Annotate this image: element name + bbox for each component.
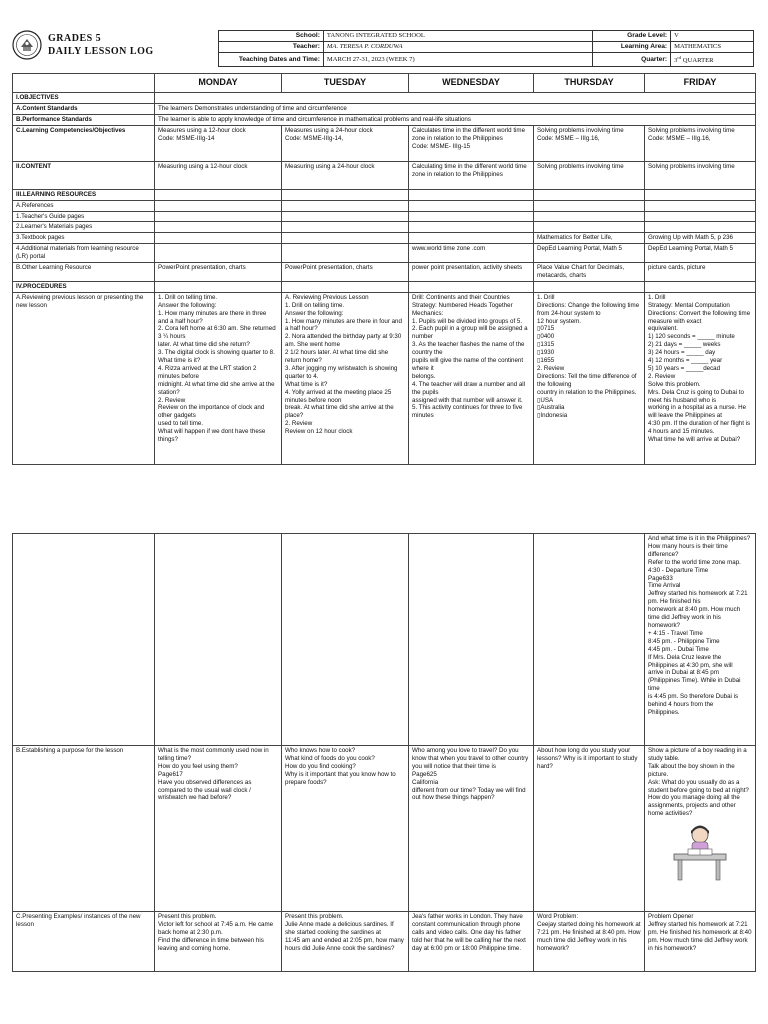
purpose-wednesday: Who among you love to travel? Do you know that when you travel to other country you will notice that their time is Page625 California different from our time? Today we will find out how these things happen? (409, 746, 534, 912)
examples-tuesday: Present this problem. Julie Anne made a delicious sardines. If she started cooking the sardines at 11:45 am and ended at 2:05 pm, how many hours did Julie Anne cook the sardines? (282, 912, 409, 972)
lm-blank-1 (155, 222, 282, 233)
day-wednesday: WEDNESDAY (409, 74, 534, 93)
other-resources-friday: picture cards, picture (645, 263, 756, 282)
quarter-value (671, 53, 754, 67)
content-monday: Measuring using a 12-hour clock (155, 161, 282, 189)
grade-label: Grade Level: (593, 31, 671, 42)
dates-label: Teaching Dates and Time: (219, 53, 324, 67)
school-value: TANONG INTEGRATED SCHOOL (323, 31, 592, 42)
girl-at-study-table-illustration (670, 822, 730, 882)
lesson-table-part-1 (12, 73, 756, 465)
quarter-label: Quarter: (593, 53, 671, 67)
examples-monday: Present this problem. Victor left for school at 7:45 a.m. He came back home at 2:30 p.m. Find the difference in time between his leaving and coming home. (155, 912, 282, 972)
lesson-header (12, 30, 754, 64)
additional-materials-row (13, 244, 756, 263)
lm-blank-4 (534, 222, 645, 233)
textbook-tuesday (282, 233, 409, 244)
procedures-row (13, 281, 756, 292)
content-wednesday: Calculating time in the different world time zone in relation to the Philippines (409, 161, 534, 189)
additional-materials-thursday: DepEd Learning Portal, Math 5 (534, 244, 645, 263)
proc-blank-3 (409, 281, 534, 292)
objectives-label: I.OBJECTIVES (13, 93, 155, 104)
content-label: II.CONTENT (13, 161, 155, 189)
review-row (13, 292, 756, 464)
teachers-guide-label: 1.Teacher's Guide pages (13, 211, 155, 222)
tg-blank-5 (645, 211, 756, 222)
proc-blank-5 (645, 281, 756, 292)
tg-blank-1 (155, 211, 282, 222)
lr-blank-4 (534, 189, 645, 200)
additional-materials-friday: DepEd Learning Portal, Math 5 (645, 244, 756, 263)
learning-resources-label: III.LEARNING RESOURCES (13, 189, 155, 200)
day-monday: MONDAY (155, 74, 282, 93)
competencies-monday: Measures using a 12-hour clock Code: MSME-IIIg-14 (155, 125, 282, 161)
textbook-label: 3.Textbook pages (13, 233, 155, 244)
review-tuesday: A. Reviewing Previous Lesson 1. Drill on telling time. Answer the following: 1. How many minutes are there in four and a half hour? 2. Nora attended the birthday party at 9:30 am. She went home 2 1/2 hours later. At what time did she return home? 3. After jogging my wristwatch is showing quarter to 4. What time is it? 4. Yolly arrived at the meeting place 25 minutes before noon break. At what time did she arrive at the place? 2. Review Review on 12 hour clock (282, 292, 409, 464)
proc-blank-1 (155, 281, 282, 292)
textbook-wednesday (409, 233, 534, 244)
textbook-thursday: Mathematics for Better Life, (534, 233, 645, 244)
cont-blank-wednesday (409, 534, 534, 746)
brand-title (48, 32, 154, 58)
additional-materials-monday (155, 244, 282, 263)
brand-line-dll: DAILY LESSON LOG (48, 46, 154, 57)
cont-blank-label (13, 534, 155, 746)
other-resources-wednesday: power point presentation, activity sheets (409, 263, 534, 282)
textbook-friday: Growing Up with Math 5, p 236 (645, 233, 756, 244)
dates-value: MARCH 27-31, 2023 (WEEK 7) (323, 53, 592, 67)
ref-blank-3 (409, 200, 534, 211)
review-thursday: 1. Drill Directions: Change the following time from 24-hour system to 12 hour system. ▯0715 ▯0400 ▯1315 ▯1930 ▯1655 2. Review Directions: Tell the time difference of the following country in relation to the Philippines. ▯USA ▯Australia ▯Indonesia (534, 292, 645, 464)
deped-seal-icon (12, 30, 42, 60)
day-tuesday: TUESDAY (282, 74, 409, 93)
brand-line-grade: GRADES 5 (48, 33, 102, 44)
purpose-monday: What is the most commonly used now in telling time? How do you feel using them? Page617 Have you observed differences as compared to the usual wall clock / wristwatch we had before? (155, 746, 282, 912)
proc-blank-4 (534, 281, 645, 292)
cont-blank-monday (155, 534, 282, 746)
procedures-label: IV.PROCEDURES (13, 281, 155, 292)
day-thursday: THURSDAY (534, 74, 645, 93)
references-label: A.References (13, 200, 155, 211)
content-row (13, 161, 756, 189)
cont-blank-tuesday (282, 534, 409, 746)
competencies-label: C.Learning Competencies/Objectives (13, 125, 155, 161)
tg-blank-4 (534, 211, 645, 222)
lr-blank-2 (282, 189, 409, 200)
competencies-wednesday: Calculates time in the different world time zone in relation to the Philippines Code: MSME- IIIg-15 (409, 125, 534, 161)
area-label: Learning Area: (593, 42, 671, 53)
learners-materials-label: 2.Learner's Materials pages (13, 222, 155, 233)
other-resources-row (13, 263, 756, 282)
content-standards-value: The learners Demonstrates understanding of time and circumference (155, 103, 756, 114)
examples-friday: Problem Opener Jeffrey started his homework at 7:21 pm. He finished his homework at 8:40 pm. How much time did Jeffrey work in his homework? (645, 912, 756, 972)
ref-blank-4 (534, 200, 645, 211)
purpose-tuesday: Who knows how to cook? What kind of foods do you cook? How do you find cooking? Why is it important that you know how to prepare foods? (282, 746, 409, 912)
purpose-thursday: About how long do you study your lessons? Why is it important to study hard? (534, 746, 645, 912)
day-header-row (13, 74, 756, 93)
performance-standards-label: B.Performance Standards (13, 114, 155, 125)
lr-blank-3 (409, 189, 534, 200)
lr-blank-1 (155, 189, 282, 200)
review-friday-continued: And what time is it in the Philippines? How many hours is their time difference? Refer to the world time zone map. 4:30 - Departure Time Page633 Time Arrival Jeffrey started his homework at 7:21 pm. He finished his homework at 8:40 pm. How much time did Jeffrey work in his homework? + 4:15 - Travel Time 8:45 pm. - Philippine Time 4:45 pm. - Dubai Time If Mrs. Dela Cruz leave the Philippines at 4:30 pm, she will arrive in Dubai at 8:45 pm (Philippines Time). While in Dubai time is 4:45 pm. So therefore Dubai is behind 4 hours from the Philippines. (645, 534, 756, 746)
competencies-row (13, 125, 756, 161)
examples-thursday: Word Problem: Ceejay started doing his homework at 7:21 pm. He finished at 8:40 pm. How much time did Jeffrey work in his homework? (534, 912, 645, 972)
performance-standards-value: The learner is able to apply knowledge of time and circumference in mathematical problems and real-life situations (155, 114, 756, 125)
performance-standards-row (13, 114, 756, 125)
review-monday: 1. Drill on telling time. Answer the following: 1. How many minutes are there in three and a half hour? 2. Cora left home at 6:30 am. She returned 3 ¼ hours later. At what time did she return? 3. The digital clock is showing quarter to 8. What time is it? 4. Rizza arrived at the LRT station 2 minutes before midnight. At what time did she arrive at the station? 2. Review Review on the importance of clock and other gadgets used to tell time. What will happen if we dont have these things? (155, 292, 282, 464)
purpose-row (13, 746, 756, 912)
references-row (13, 200, 756, 211)
other-resources-tuesday: PowerPoint presentation, charts (282, 263, 409, 282)
competencies-thursday: Solving problems involving time Code: MSME – IIIg.16, (534, 125, 645, 161)
quarter-word: QUARTER (681, 57, 714, 65)
lm-blank-2 (282, 222, 409, 233)
examples-row (13, 912, 756, 972)
other-resources-thursday: Place Value Chart for Decimals, metacards, charts (534, 263, 645, 282)
ref-blank-1 (155, 200, 282, 211)
content-standards-row (13, 103, 756, 114)
day-friday: FRIDAY (645, 74, 756, 93)
other-resources-label: B.Other Learning Resource (13, 263, 155, 282)
additional-materials-label: 4.Additional materials from learning resource (LR) portal (13, 244, 155, 263)
purpose-label: B.Establishing a purpose for the lesson (13, 746, 155, 912)
additional-materials-tuesday (282, 244, 409, 263)
objectives-blank (155, 93, 756, 104)
purpose-friday-cell (645, 746, 756, 912)
grade-value: V (671, 31, 754, 42)
content-thursday: Solving problems involving time (534, 161, 645, 189)
other-resources-monday: PowerPoint presentation, charts (155, 263, 282, 282)
lr-blank-5 (645, 189, 756, 200)
content-standards-label: A.Content Standards (13, 103, 155, 114)
review-friday: 1. Drill Strategy: Mental Computation Directions: Convert the following time measure with exact equivalent. 1) 120 seconds = _____ minute 2) 21 days = _____ weeks 3) 24 hours = _____ day 4) 12 months = _____ year 5) 10 years = _____decad 2. Review Solve this problem. Mrs. Dela Cruz is going to Dubai to meet his husband who is working in a hospital as a nurse. He will leave the Philippines at 4:30 pm. If the duration of her flight is 4 hours and 15 minutes. What time he will arrive at Dubai? (645, 292, 756, 464)
textbook-row (13, 233, 756, 244)
quarter-suffix: rd (677, 55, 682, 60)
ref-blank-5 (645, 200, 756, 211)
lesson-table-part-2 (12, 533, 756, 972)
review-continued-row (13, 534, 756, 746)
teachers-guide-row (13, 211, 756, 222)
additional-materials-wednesday: www.world time zone .com (409, 244, 534, 263)
competencies-tuesday: Measures using a 24-hour clock Code: MSME-IIIg-14, (282, 125, 409, 161)
review-wednesday: Drill: Continents and their Countries Strategy: Numbered Heads Together Mechanics: 1. Pupils will be divided into groups of 5. 2. Each pupil in a group will be assigned a number 3. As the teacher flashes the name of the country the pupils will give the name of the continent where it belongs. 4. The teacher will draw a number and all the pupils assigned with that number will answer it. 5. This activity continues for three to five minutes (409, 292, 534, 464)
tg-blank-2 (282, 211, 409, 222)
proc-blank-2 (282, 281, 409, 292)
cont-blank-thursday (534, 534, 645, 746)
examples-label: C.Presenting Examples/ instances of the new lesson (13, 912, 155, 972)
content-friday: Solving problems involving time (645, 161, 756, 189)
day-header-blank (13, 74, 155, 93)
tg-blank-3 (409, 211, 534, 222)
quarter-number: 3 (674, 57, 678, 65)
lm-blank-5 (645, 222, 756, 233)
teacher-value: MA. TERESA P. CORDUWA (323, 42, 592, 53)
school-label: School: (219, 31, 324, 42)
purpose-friday: Show a picture of a boy reading in a study table. Talk about the boy shown in the picture. Ask: What do you usually do as a student before going to bed at night? How do you manage doing all the assignments, projects and other home activities? (648, 747, 749, 818)
objectives-row (13, 93, 756, 104)
lm-blank-3 (409, 222, 534, 233)
area-value: MATHEMATICS (671, 42, 754, 53)
school-info-table (218, 30, 754, 67)
teacher-label: Teacher: (219, 42, 324, 53)
ref-blank-2 (282, 200, 409, 211)
competencies-friday: Solving problems involving time Code: MSME – IIIg.16, (645, 125, 756, 161)
textbook-monday (155, 233, 282, 244)
content-tuesday: Measuring using a 24-hour clock (282, 161, 409, 189)
review-label: A.Reviewing previous lesson or presenting the new lesson (13, 292, 155, 464)
examples-wednesday: Jea's father works in London. They have constant communication through phone calls and video calls. One day his father told her that he will be calling her the next day at 6:00 pm or 18:00 Philippine time. (409, 912, 534, 972)
learning-resources-row (13, 189, 756, 200)
learners-materials-row (13, 222, 756, 233)
